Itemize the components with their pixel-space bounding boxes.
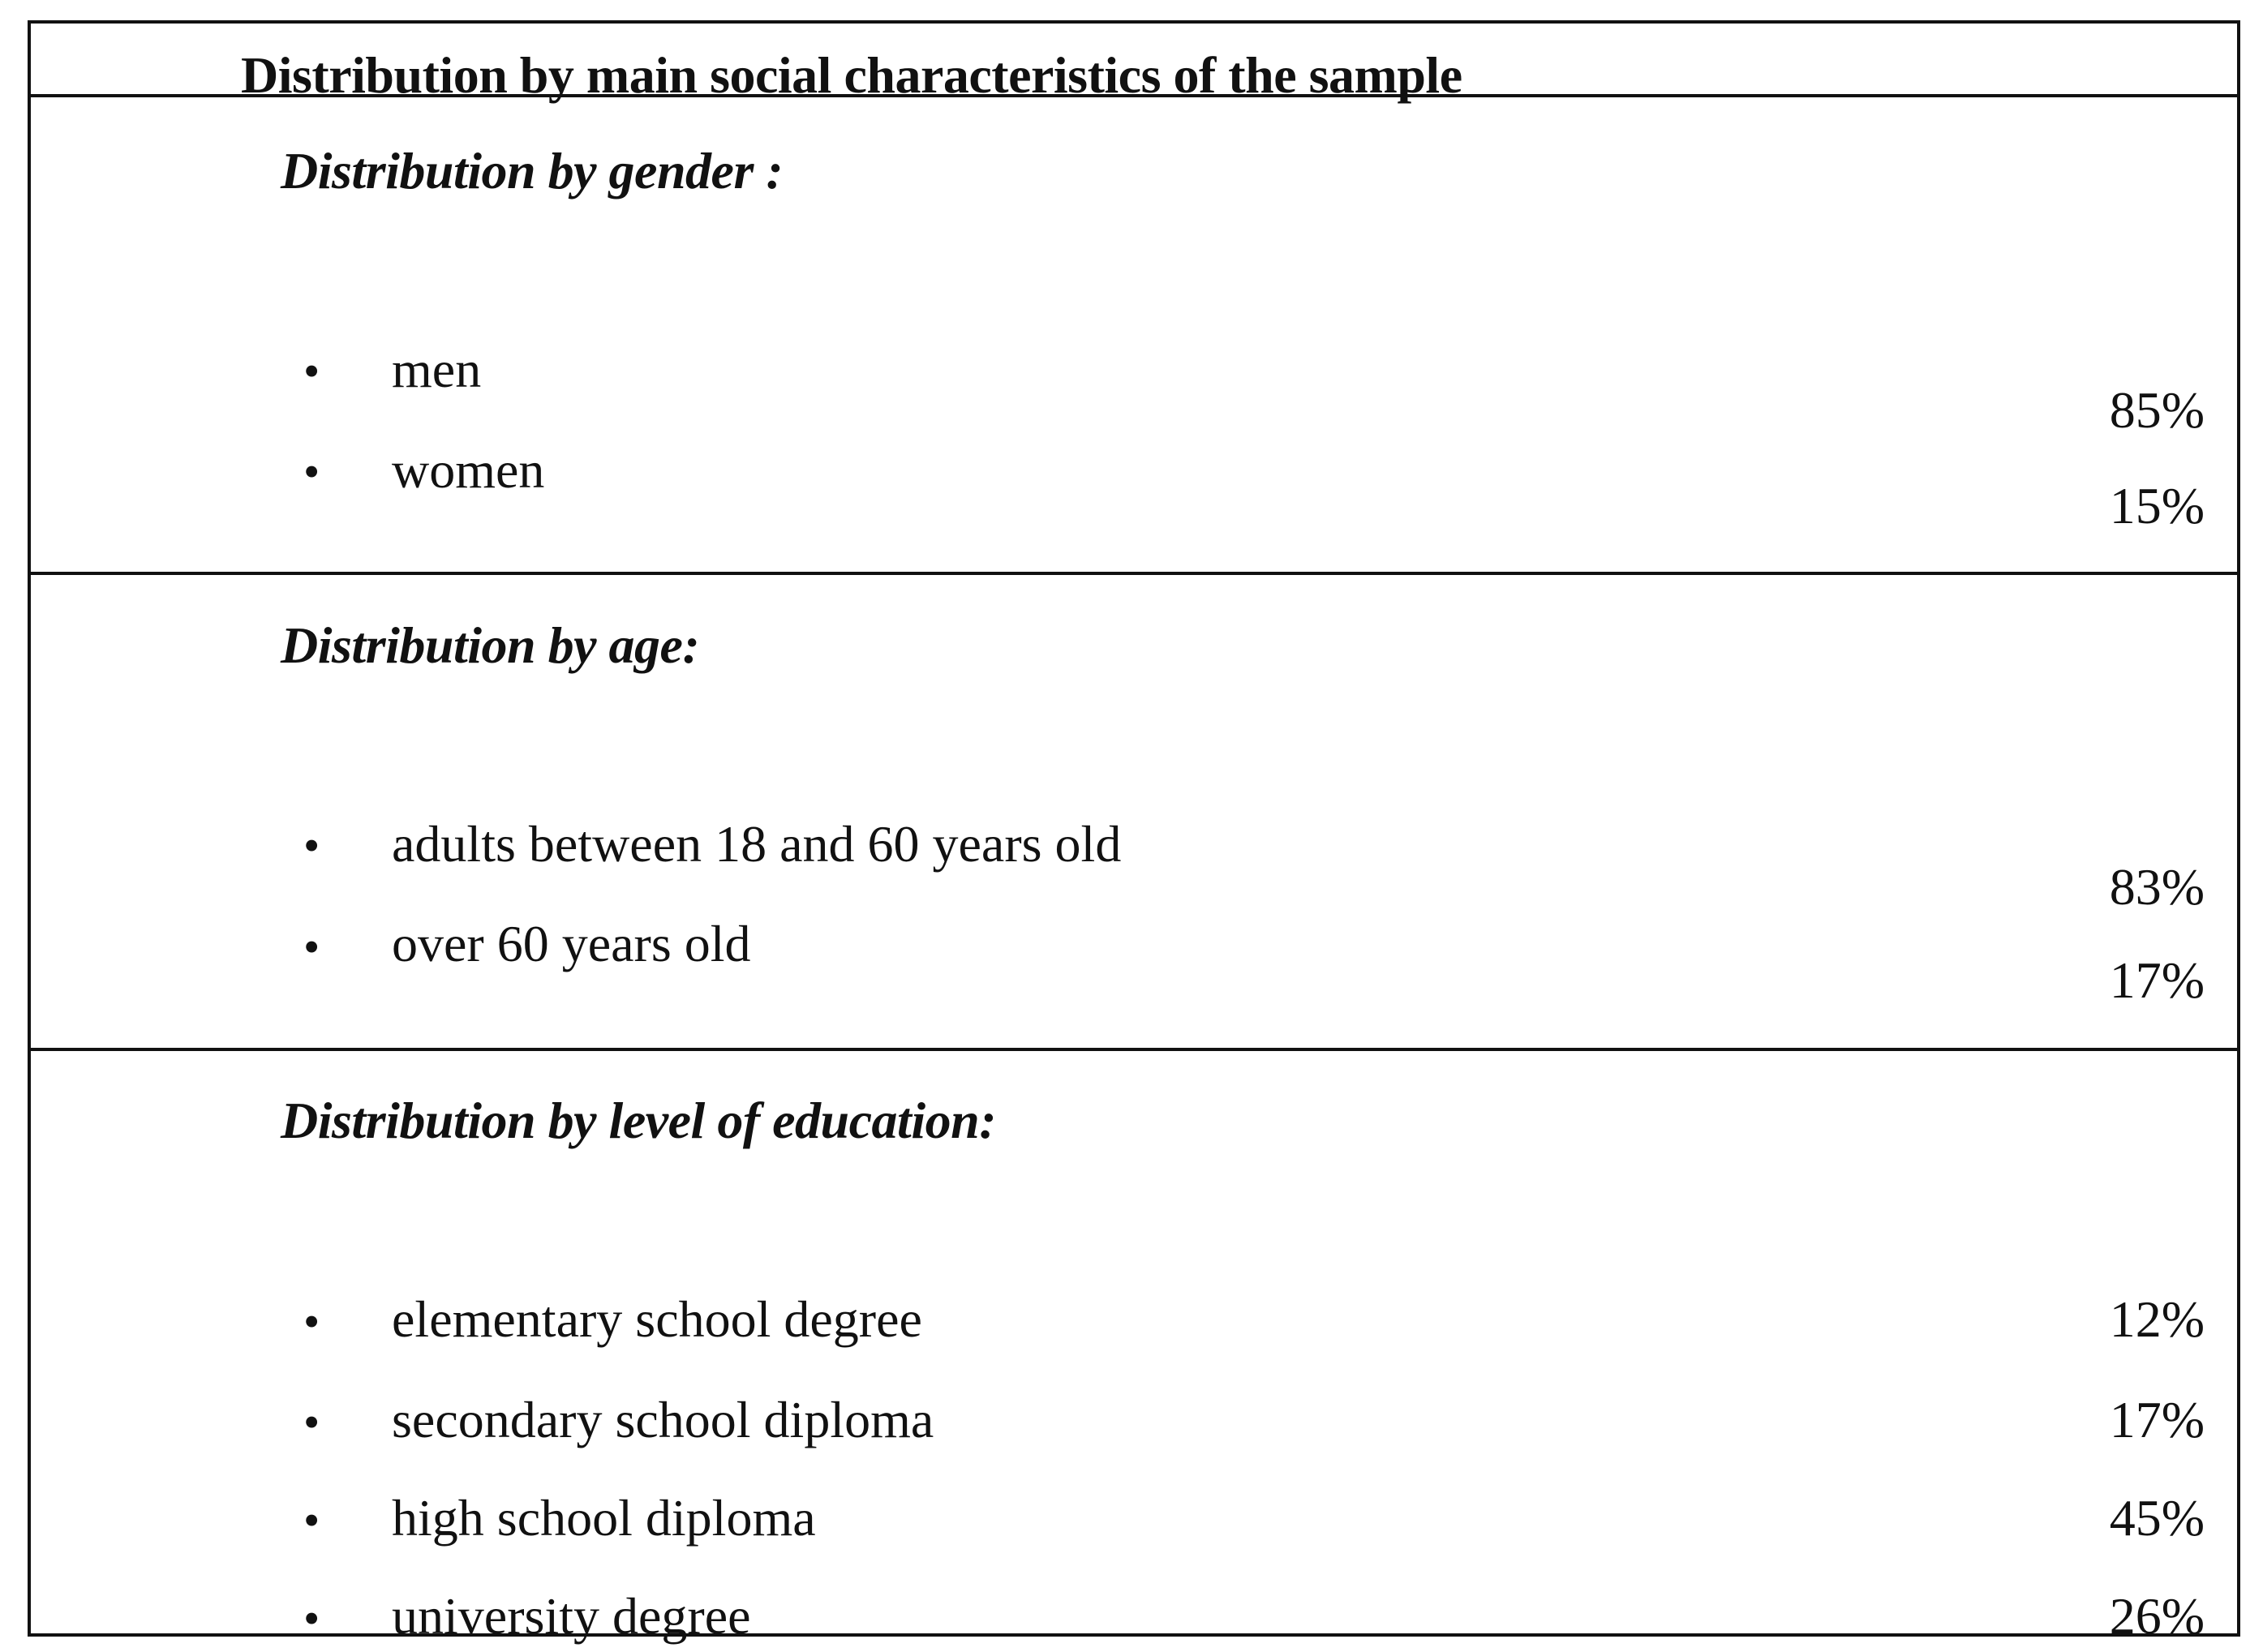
- item-label-high-school: high school diploma: [392, 1489, 816, 1547]
- bullet-icon: •: [303, 445, 320, 498]
- item-label-university: university degree: [392, 1587, 751, 1645]
- section-heading-education: Distribution by level of education:: [281, 1092, 996, 1149]
- item-percent-men: 85%: [2109, 381, 2205, 439]
- section-heading-age: Distribution by age:: [281, 616, 700, 674]
- item-percent-university: 26%: [2109, 1587, 2205, 1645]
- item-label-men: men: [392, 341, 482, 398]
- item-percent-secondary: 17%: [2109, 1391, 2205, 1448]
- table-title: Distribution by main social characteristics of the sample: [241, 46, 1462, 104]
- item-label-elementary: elementary school degree: [392, 1290, 922, 1348]
- item-percent-women: 15%: [2109, 477, 2205, 534]
- bullet-icon: •: [303, 1494, 320, 1547]
- item-percent-elementary: 12%: [2109, 1290, 2205, 1348]
- bullet-icon: •: [303, 1592, 320, 1645]
- section-heading-gender: Distribution by gender :: [281, 142, 784, 200]
- item-percent-high-school: 45%: [2109, 1489, 2205, 1547]
- bullet-icon: •: [303, 1295, 320, 1348]
- section-divider: [31, 1048, 2237, 1051]
- header-divider: [31, 94, 2237, 97]
- bullet-icon: •: [303, 920, 320, 973]
- section-divider: [31, 572, 2237, 575]
- bullet-icon: •: [303, 819, 320, 872]
- item-label-secondary: secondary school diploma: [392, 1391, 934, 1448]
- bullet-icon: •: [303, 345, 320, 397]
- distribution-table: [28, 20, 2240, 1645]
- bullet-icon: •: [303, 1396, 320, 1448]
- item-label-adults: adults between 18 and 60 years old: [392, 815, 1122, 873]
- item-percent-adults: 83%: [2109, 858, 2205, 916]
- item-label-over-60: over 60 years old: [392, 915, 751, 972]
- item-percent-over-60: 17%: [2109, 951, 2205, 1009]
- item-label-women: women: [392, 441, 545, 499]
